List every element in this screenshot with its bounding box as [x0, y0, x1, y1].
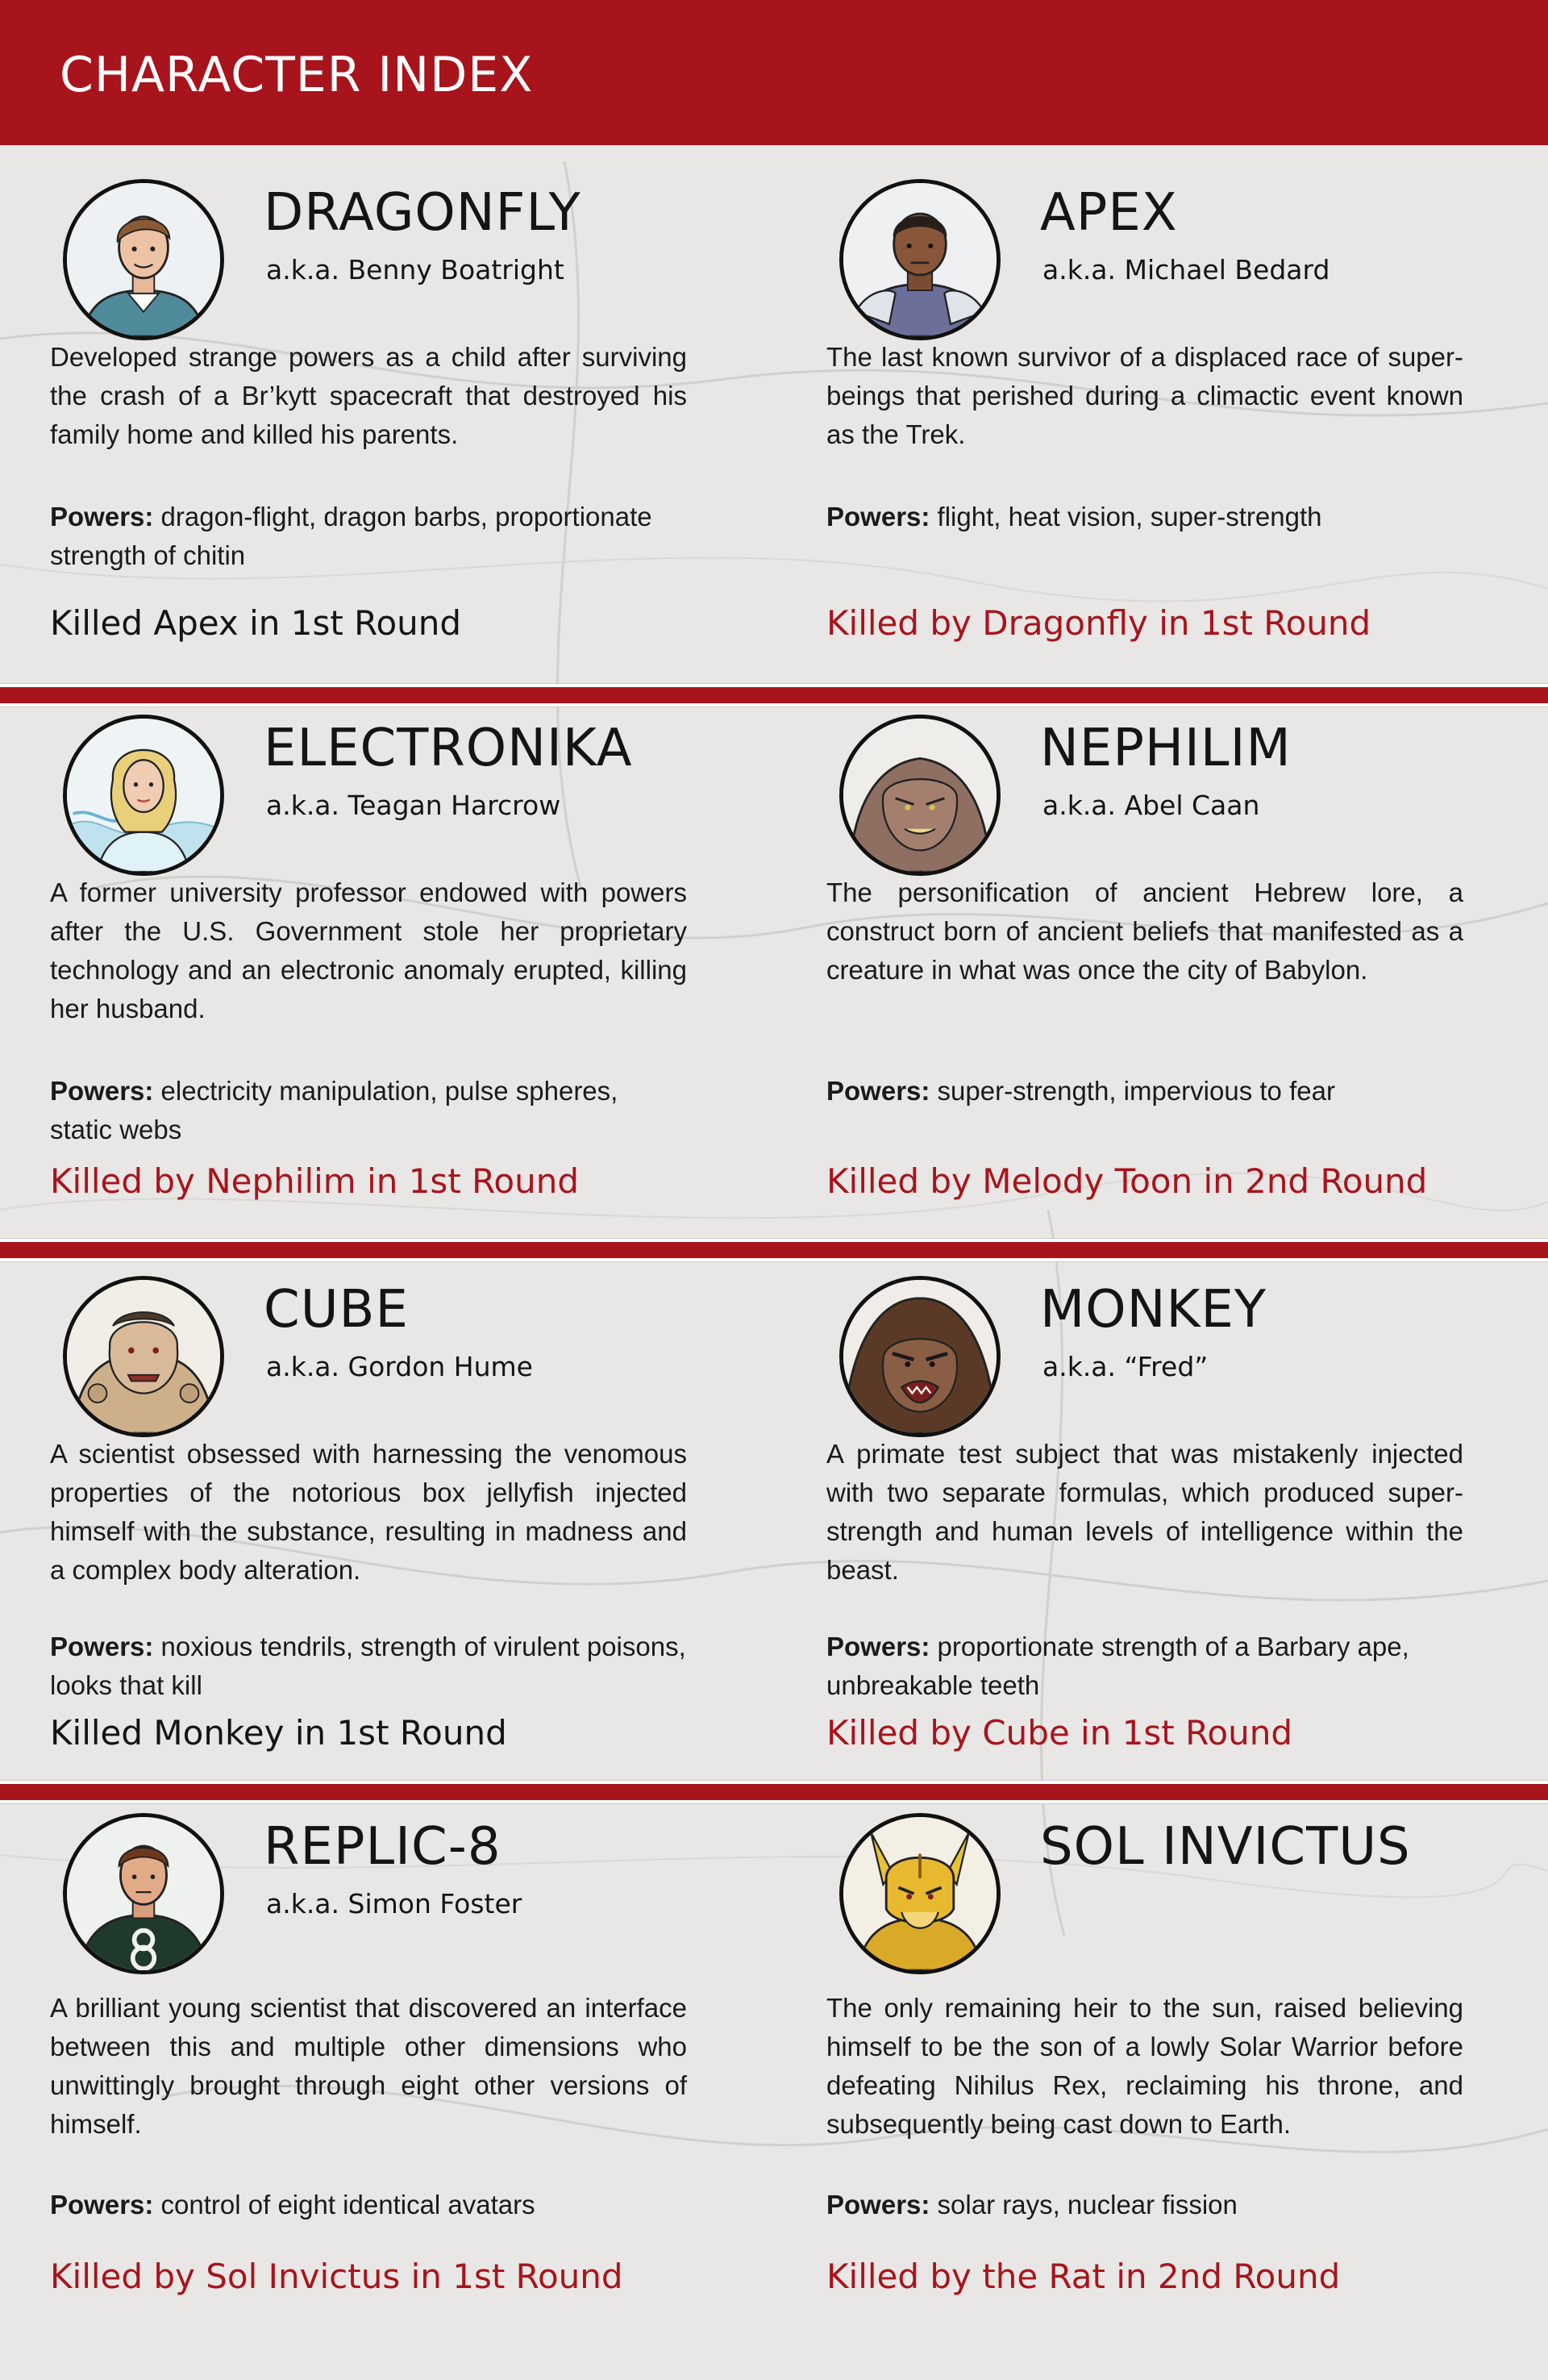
young-man-portrait-icon: [67, 183, 220, 336]
powers-label: Powers:: [826, 1076, 930, 1106]
powers-list: control of eight identical avatars: [160, 2190, 535, 2220]
character-card: [826, 1813, 1488, 2329]
character-powers: [826, 1628, 1463, 1705]
character-powers: [50, 1628, 687, 1705]
portrait: [63, 179, 224, 340]
portrait: [63, 1276, 224, 1437]
armored-man-portrait-icon: [843, 183, 997, 336]
character-bio: Developed strange powers as a child after surviving the crash of a Br’kytt spacecraft that destroyed his family home and killed his parents.: [50, 342, 687, 449]
character-name: CUBE: [264, 1280, 409, 1340]
page-title: CHARACTER INDEX: [60, 47, 534, 103]
portrait: [839, 179, 1001, 340]
character-card: [50, 1813, 711, 2329]
character-card: [826, 1276, 1488, 1792]
character-name: DRAGONFLY: [264, 183, 581, 243]
character-name: SOL INVICTUS: [1040, 1817, 1411, 1877]
powers-label: Powers:: [50, 1632, 154, 1661]
powers-label: Powers:: [826, 1632, 930, 1661]
character-name: ELECTRONIKA: [264, 719, 633, 778]
ape-portrait-icon: [843, 1280, 997, 1433]
character-powers: [826, 2186, 1463, 2224]
powers-list: flight, heat vision, super-strength: [937, 502, 1322, 531]
character-alias: a.k.a. Abel Caan: [1042, 790, 1260, 821]
character-fate: Killed by the Rat in 2nd Round: [826, 2257, 1341, 2296]
character-fate: Killed by Cube in 1st Round: [826, 1713, 1293, 1753]
character-fate: Killed by Melody Toon in 2nd Round: [826, 1161, 1428, 1201]
powers-list: electricity manipulation, pulse spheres, static webs: [50, 1076, 618, 1144]
powers-label: Powers:: [50, 1076, 154, 1106]
electric-woman-portrait-icon: [67, 719, 220, 872]
character-fate: Killed by Sol Invictus in 1st Round: [50, 2257, 623, 2296]
character-fate: Killed Monkey in 1st Round: [50, 1713, 507, 1753]
portrait: [63, 715, 224, 876]
character-powers: [826, 1072, 1463, 1111]
character-card: [50, 179, 711, 695]
portrait: [839, 1813, 1001, 1974]
character-card: [50, 715, 711, 1231]
portrait: [839, 1276, 1001, 1437]
character-bio: A scientist obsessed with harnessing the venomous properties of the notorious box jellyfish injected himself with the substance, resulting in madness and a complex body alteration.: [50, 1439, 687, 1585]
character-name: NEPHILIM: [1040, 719, 1292, 778]
powers-list: dragon-flight, dragon barbs, proportionate strength of chitin: [50, 502, 652, 570]
powers-label: Powers:: [50, 502, 154, 531]
character-card: [826, 179, 1488, 695]
powers-list: proportionate strength of a Barbary ape, unbreakable teeth: [826, 1632, 1409, 1700]
hero-eight-portrait-icon: [67, 1817, 220, 1970]
powers-label: Powers:: [50, 2190, 154, 2220]
character-fate: Killed by Dragonfly in 1st Round: [826, 603, 1371, 643]
character-alias: a.k.a. “Fred”: [1042, 1351, 1209, 1382]
character-alias: a.k.a. Benny Boatright: [266, 254, 564, 286]
character-name: REPLIC-8: [264, 1817, 501, 1877]
golden-helmet-portrait-icon: [843, 1817, 997, 1970]
character-alias: a.k.a. Gordon Hume: [266, 1351, 533, 1382]
character-bio: A primate test subject that was mistakenly injected with two separate formulas, which produced super-strength and human levels of intelligence within the beast.: [826, 1439, 1463, 1585]
character-bio: A former university professor endowed with powers after the U.S. Government stole her proprietary technology and an electronic anomaly erupted, killing her husband.: [50, 877, 687, 1023]
character-bio: A brilliant young scientist that discovered an interface between this and multiple other dimensions who unwittingly brought through eight other versions of himself.: [50, 1993, 687, 2139]
character-alias: a.k.a. Simon Foster: [266, 1888, 522, 1919]
mutant-portrait-icon: [67, 1280, 220, 1433]
portrait: [63, 1813, 224, 1974]
stone-creature-portrait-icon: [843, 719, 997, 872]
character-card: [826, 715, 1488, 1231]
character-name: MONKEY: [1040, 1280, 1267, 1340]
character-powers: [50, 498, 687, 575]
character-fate: Killed Apex in 1st Round: [50, 603, 462, 643]
powers-list: solar rays, nuclear fission: [937, 2190, 1238, 2220]
character-powers: [50, 2186, 687, 2224]
powers-list: super-strength, impervious to fear: [937, 1076, 1335, 1106]
character-alias: a.k.a. Teagan Harcrow: [266, 790, 561, 821]
character-bio: The last known survivor of a displaced race of super-beings that perished during a climactic event known as the Trek.: [826, 342, 1463, 449]
character-name: APEX: [1040, 183, 1178, 243]
portrait: [839, 715, 1001, 876]
character-alias: a.k.a. Michael Bedard: [1042, 254, 1330, 286]
character-powers: [50, 1072, 687, 1149]
powers-list: noxious tendrils, strength of virulent poisons, looks that kill: [50, 1632, 686, 1700]
powers-label: Powers:: [826, 502, 930, 531]
character-bio: The personification of ancient Hebrew lore, a construct born of ancient beliefs that manifested as a creature in what was once the city of Babylon.: [826, 877, 1463, 985]
character-powers: [826, 498, 1463, 536]
character-fate: Killed by Nephilim in 1st Round: [50, 1161, 580, 1201]
powers-label: Powers:: [826, 2190, 930, 2220]
page-header: [0, 0, 1548, 145]
character-bio: The only remaining heir to the sun, raised believing himself to be the son of a lowly Solar Warrior before defeating Nihilus Rex, reclaiming his throne, and subsequently being cast down to Earth.: [826, 1993, 1463, 2139]
section-divider: [0, 1239, 1548, 1261]
character-card: [50, 1276, 711, 1792]
